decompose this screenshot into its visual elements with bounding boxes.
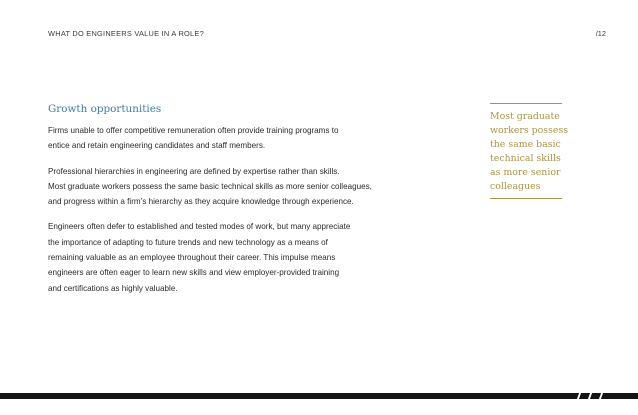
paragraph-line: Professional hierarchies in engineering are defined by expertise rather than skills. bbox=[48, 166, 340, 176]
pull-quote bbox=[490, 103, 569, 199]
paragraph-line: Firms unable to offer competitive remuneration often provide training programs to bbox=[48, 126, 339, 135]
paragraph-line: and certifications as highly valuable. bbox=[48, 283, 178, 293]
paragraph-line: Most graduate workers possess the same basic technical skills as more senior colleagues, bbox=[48, 181, 372, 191]
pull-quote-line: the same basic bbox=[490, 139, 561, 150]
paragraph-line: Engineers often defer to established and tested modes of work, but many appreciate bbox=[48, 222, 351, 232]
paragraph-line: and progress within a firm’s hierarchy as they acquire knowledge through experience. bbox=[48, 197, 354, 207]
paragraph-1 bbox=[48, 123, 388, 154]
pull-quote-line: as more senior bbox=[490, 167, 561, 178]
pull-quote-text bbox=[490, 110, 569, 194]
main-content bbox=[48, 102, 388, 306]
paragraph-line: entice and retain engineering candidates and staff members. bbox=[48, 141, 266, 151]
header-title: WHAT DO ENGINEERS VALUE IN A ROLE? bbox=[48, 29, 204, 38]
paragraph-2 bbox=[48, 164, 388, 210]
section-heading: Growth opportunities bbox=[48, 103, 162, 115]
pull-quote-line: workers possess bbox=[490, 125, 569, 136]
paragraph-line: the importance of adapting to future trends and new technology as a means of bbox=[48, 237, 328, 247]
pull-quote-line: colleagues bbox=[490, 181, 541, 192]
footer-bar bbox=[0, 393, 638, 399]
paragraph-line: engineers are often eager to learn new skills and view employer-provided training bbox=[48, 268, 340, 278]
paragraph-3 bbox=[48, 219, 388, 295]
pull-quote-line: technical skills bbox=[490, 153, 561, 164]
page-number: /12 bbox=[595, 29, 606, 38]
paragraph-line: remaining valuable as an employee throughout their career. This impulse means bbox=[48, 253, 336, 263]
pull-quote-line: Most graduate bbox=[490, 111, 560, 122]
